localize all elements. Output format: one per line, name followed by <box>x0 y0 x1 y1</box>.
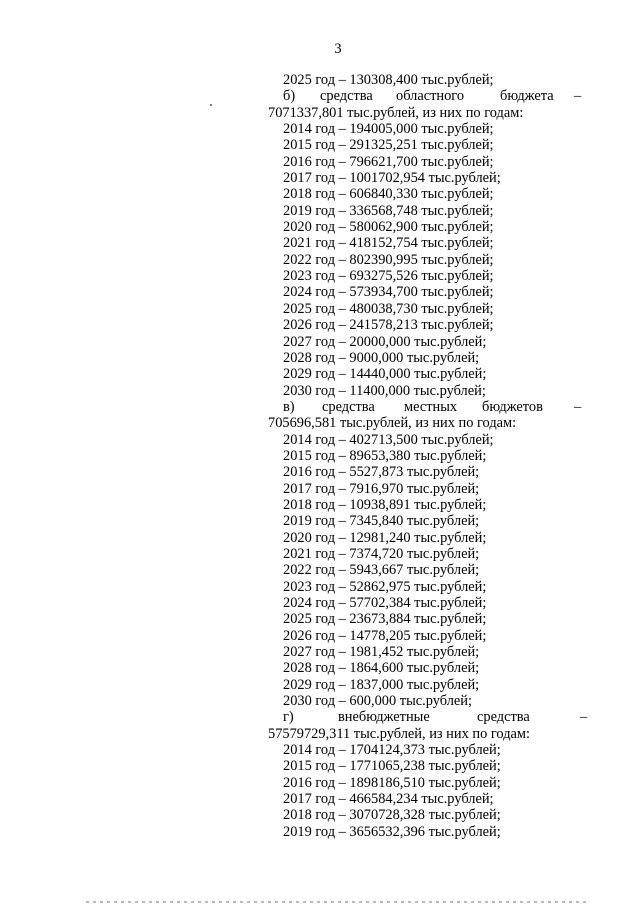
text-line: 2027 год – 20000,000 тыс.рублей; <box>283 333 487 350</box>
scan-edge-artifact <box>86 901 586 903</box>
text-dash: – <box>574 88 582 105</box>
text-dash: – <box>574 398 582 415</box>
text-line: 2030 год – 600,000 тыс.рублей; <box>283 693 472 710</box>
text-line: 2015 год – 291325,251 тыс.рублей; <box>283 137 494 154</box>
list-marker: г) <box>283 709 294 726</box>
text-line: 2017 год – 466584,234 тыс.рублей; <box>283 791 494 808</box>
text-line: 2019 год – 336568,748 тыс.рублей; <box>283 202 494 219</box>
text-line: 7071337,801 тыс.рублей, из них по годам: <box>268 104 524 121</box>
text-line: 2024 год – 57702,384 тыс.рублей; <box>283 595 487 611</box>
text-line: 2014 год – 402713,500 тыс.рублей; <box>283 431 494 448</box>
page-number: 3 <box>334 41 342 57</box>
text-word: местных <box>404 398 458 415</box>
text-line: 2016 год – 1898186,510 тыс.рублей; <box>283 774 501 791</box>
text-word: бюджета <box>500 88 554 105</box>
text-line: 2030 год – 11400,000 тыс.рублей; <box>283 382 486 399</box>
text-word: областного <box>396 88 465 105</box>
text-line-justified <box>0 88 640 104</box>
text-line: 705696,581 тыс.рублей, из них по годам: <box>268 415 517 432</box>
text-line: 2025 год – 130308,400 тыс.рублей; <box>283 72 494 88</box>
text-line: 2018 год – 3070728,328 тыс.рублей; <box>283 807 501 824</box>
text-word: бюджетов <box>482 398 543 415</box>
text-line: 2020 год – 12981,240 тыс.рублей; <box>283 529 487 546</box>
text-line: 2023 год – 52862,975 тыс.рублей; <box>283 578 487 595</box>
text-line: 2022 год – 802390,995 тыс.рублей; <box>283 251 494 268</box>
list-marker: в) <box>283 398 295 415</box>
text-line: 2028 год – 9000,000 тыс.рублей; <box>283 349 480 366</box>
text-line: 2028 год – 1864,600 тыс.рублей; <box>283 660 480 677</box>
text-line-justified <box>0 709 640 725</box>
text-line: 2020 год – 580062,900 тыс.рублей; <box>283 219 494 236</box>
text-line: 2014 год – 194005,000 тыс.рублей; <box>283 121 494 138</box>
text-line: 2015 год – 1771065,238 тыс.рублей; <box>283 758 501 775</box>
text-word: средства <box>477 709 530 726</box>
text-line: 2019 год – 7345,840 тыс.рублей; <box>283 513 480 530</box>
text-word: средства <box>322 398 375 415</box>
text-line: 2015 год – 89653,380 тыс.рублей; <box>283 447 487 464</box>
document-body <box>0 72 640 840</box>
text-line: 2014 год – 1704124,373 тыс.рублей; <box>283 742 501 759</box>
text-line: 2019 год – 3656532,396 тыс.рублей; <box>283 823 501 840</box>
text-line: 2025 год – 480038,730 тыс.рублей; <box>283 300 494 317</box>
text-line: 2021 год – 418152,754 тыс.рублей; <box>283 235 494 252</box>
text-line: 2029 год – 14440,000 тыс.рублей; <box>283 366 487 383</box>
text-word: внебюджетные <box>338 709 430 726</box>
text-line: 2026 год – 241578,213 тыс.рублей; <box>283 317 494 334</box>
text-line: 2018 год – 606840,330 тыс.рублей; <box>283 186 494 203</box>
text-line: 2021 год – 7374,720 тыс.рублей; <box>283 545 480 562</box>
text-line: 2025 год – 23673,884 тыс.рублей; <box>283 611 487 628</box>
text-line: 2029 год – 1837,000 тыс.рублей; <box>283 676 480 693</box>
text-line: 2017 год – 1001702,954 тыс.рублей; <box>283 170 501 187</box>
list-marker: б) <box>283 88 296 105</box>
text-line: 2017 год – 7916,970 тыс.рублей; <box>283 480 480 497</box>
text-line: 2023 год – 693275,526 тыс.рублей; <box>283 268 494 285</box>
text-line: 57579729,311 тыс.рублей, из них по годам: <box>268 725 531 742</box>
text-line: 2016 год – 5527,873 тыс.рублей; <box>283 464 480 481</box>
text-line: 2024 год – 573934,700 тыс.рублей; <box>283 284 494 301</box>
text-line: 2016 год – 796621,700 тыс.рублей; <box>283 153 494 170</box>
text-line: 2026 год – 14778,205 тыс.рублей; <box>283 627 487 644</box>
text-word: средства <box>320 88 373 105</box>
text-line-justified <box>0 399 640 415</box>
text-dash: – <box>580 709 588 726</box>
text-line: 2018 год – 10938,891 тыс.рублей; <box>283 496 487 513</box>
text-line: 2027 год – 1981,452 тыс.рублей; <box>283 644 480 661</box>
text-line: 2022 год – 5943,667 тыс.рублей; <box>283 562 480 579</box>
